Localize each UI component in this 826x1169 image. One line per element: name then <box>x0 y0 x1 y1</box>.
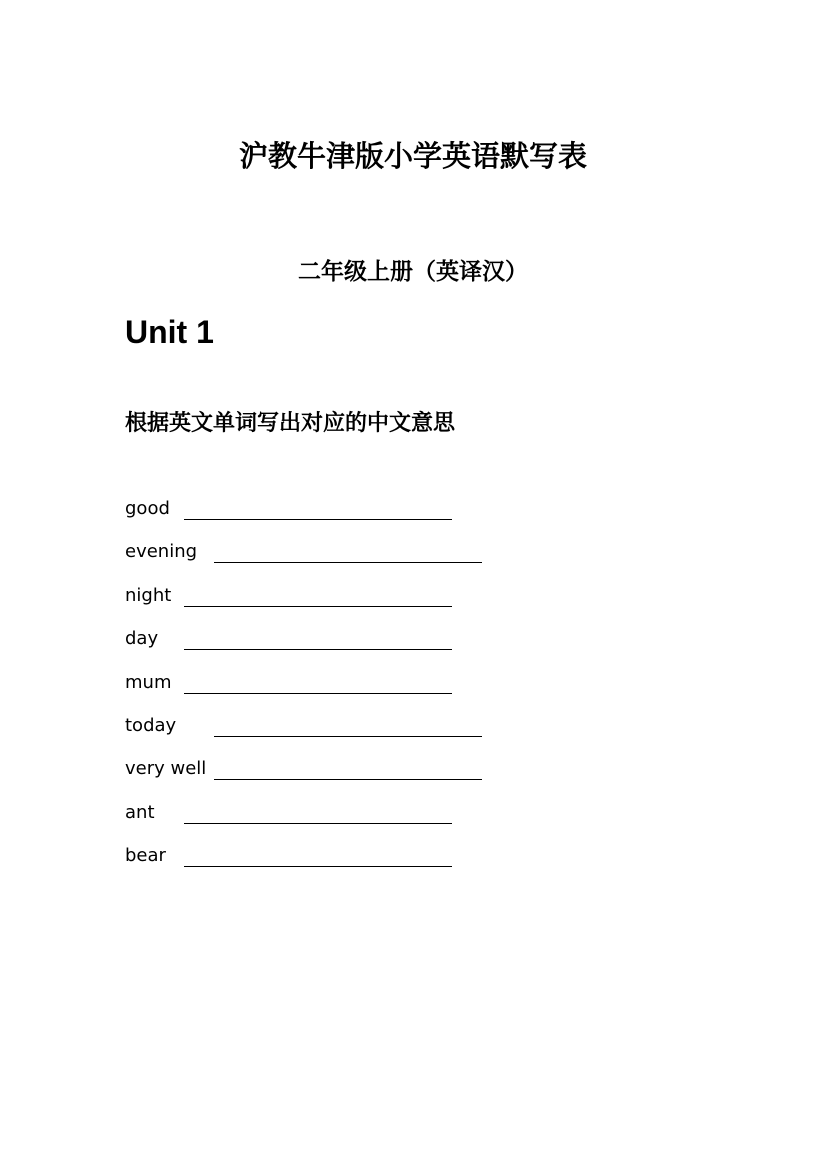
word-row-evening <box>125 537 525 567</box>
word-row-night <box>125 581 525 611</box>
word-label: mum <box>125 672 172 693</box>
word-label: day <box>125 628 159 649</box>
answer-blank[interactable] <box>184 606 452 607</box>
instruction-text: 根据英文单词写出对应的中文意思 <box>125 411 456 436</box>
word-label: ant <box>125 802 155 823</box>
word-row-good <box>125 494 525 524</box>
word-label: evening <box>125 541 198 562</box>
word-row-today <box>125 711 525 741</box>
word-row-very-well <box>125 754 525 784</box>
word-label: bear <box>125 845 166 866</box>
word-row-mum <box>125 668 525 698</box>
page-subtitle: 二年级上册（英译汉） <box>298 259 528 285</box>
answer-blank[interactable] <box>184 649 452 650</box>
answer-blank[interactable] <box>184 823 452 824</box>
word-row-ant <box>125 798 525 828</box>
answer-blank[interactable] <box>214 562 482 563</box>
word-label: night <box>125 585 172 606</box>
answer-blank[interactable] <box>184 519 452 520</box>
word-label: very well <box>125 758 207 779</box>
word-label: good <box>125 498 170 519</box>
unit-heading: Unit 1 <box>125 314 214 350</box>
answer-blank[interactable] <box>214 736 482 737</box>
word-label: today <box>125 715 177 736</box>
answer-blank[interactable] <box>184 866 452 867</box>
answer-blank[interactable] <box>214 779 482 780</box>
page-title: 沪教牛津版小学英语默写表 <box>238 139 587 173</box>
word-row-bear <box>125 841 525 871</box>
word-row-day <box>125 624 525 654</box>
answer-blank[interactable] <box>184 693 452 694</box>
